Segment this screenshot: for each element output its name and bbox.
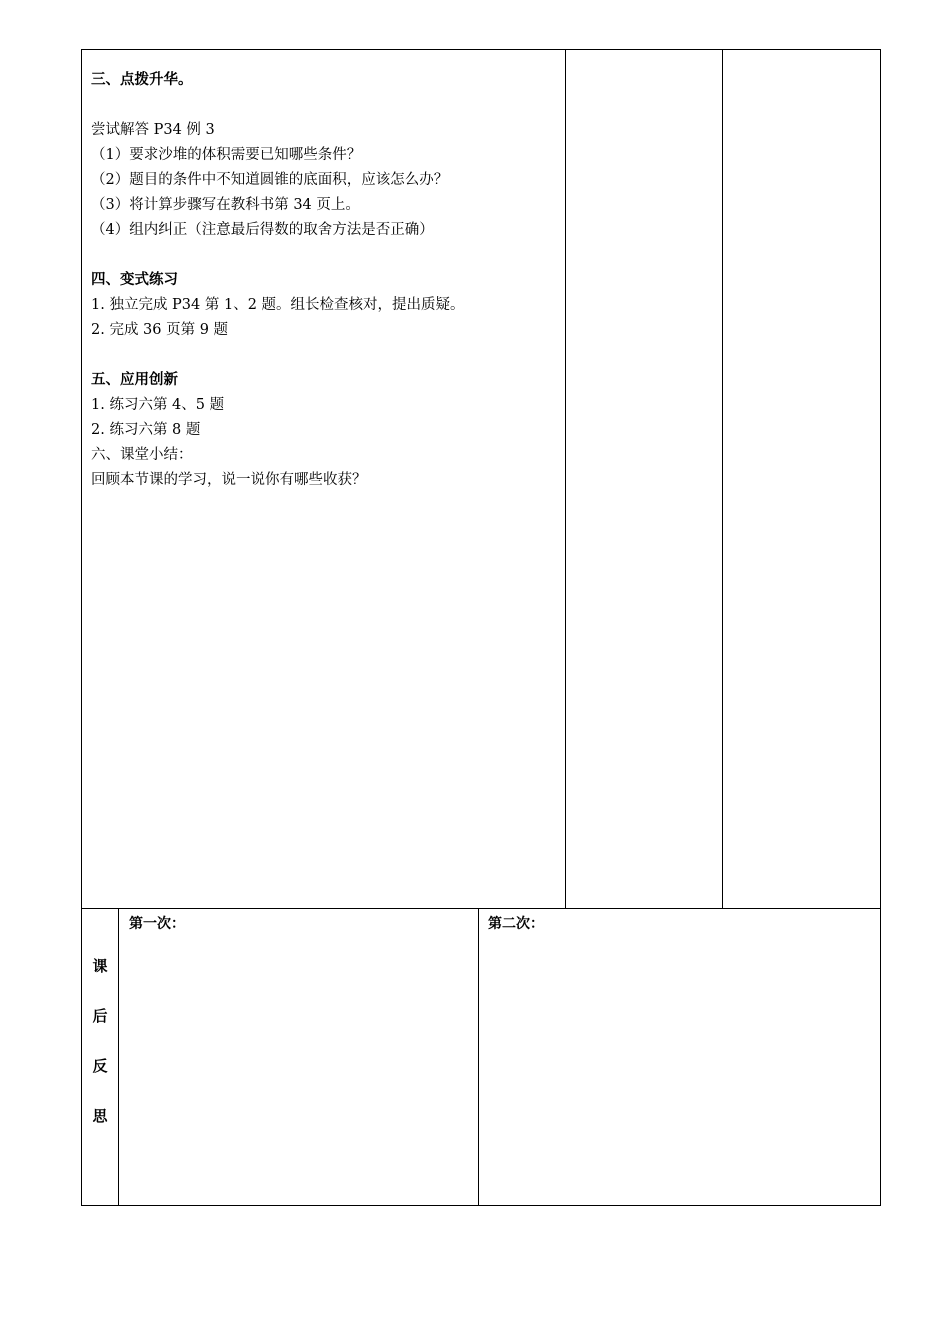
lesson-content bbox=[91, 68, 561, 493]
section4-item: 2. 完成 36 页第 9 题 bbox=[91, 322, 229, 338]
column-divider-2 bbox=[722, 49, 723, 909]
column-divider-1 bbox=[565, 49, 566, 909]
first-reflection-label: 第一次： bbox=[129, 916, 185, 932]
section5-item: 2. 练习六第 8 题 bbox=[91, 422, 201, 438]
section-heading-3: 三、点拨升华。 bbox=[91, 72, 193, 88]
section6-text: 回顾本节课的学习，说一说你有哪些收获？ bbox=[91, 472, 367, 488]
reflection-label-char: 反 bbox=[92, 1057, 108, 1075]
section-heading-4: 四、变式练习 bbox=[91, 272, 178, 288]
section3-intro: 尝试解答 P34 例 3 bbox=[91, 122, 215, 138]
section4-item: 1. 独立完成 P34 第 1、2 题。组长检查核对，提出质疑。 bbox=[91, 297, 465, 313]
row-divider bbox=[81, 908, 881, 909]
section-heading-5: 五、应用创新 bbox=[91, 372, 178, 388]
section5-item: 1. 练习六第 4、5 题 bbox=[91, 397, 225, 413]
reflection-middle-divider bbox=[478, 908, 479, 1206]
reflection-label-char: 课 bbox=[92, 957, 108, 975]
section3-item: （1）要求沙堆的体积需要已知哪些条件？ bbox=[91, 147, 362, 163]
section3-item: （3）将计算步骤写在教科书第 34 页上。 bbox=[91, 197, 360, 213]
section3-item: （2）题目的条件中不知道圆锥的底面积，应该怎么办？ bbox=[91, 172, 449, 188]
section3-item: （4）组内纠正（注意最后得数的取舍方法是否正确） bbox=[91, 222, 434, 238]
reflection-label-char: 思 bbox=[92, 1107, 108, 1125]
reflection-label-divider bbox=[118, 908, 119, 1206]
section-heading-6: 六、课堂小结： bbox=[91, 447, 193, 463]
table-left-border bbox=[81, 49, 82, 1206]
second-reflection-label: 第二次： bbox=[488, 916, 544, 932]
table-bottom-border bbox=[81, 1205, 881, 1206]
table-right-border bbox=[880, 49, 881, 1206]
reflection-label-char: 后 bbox=[92, 1007, 108, 1025]
table-top-border bbox=[81, 49, 881, 50]
